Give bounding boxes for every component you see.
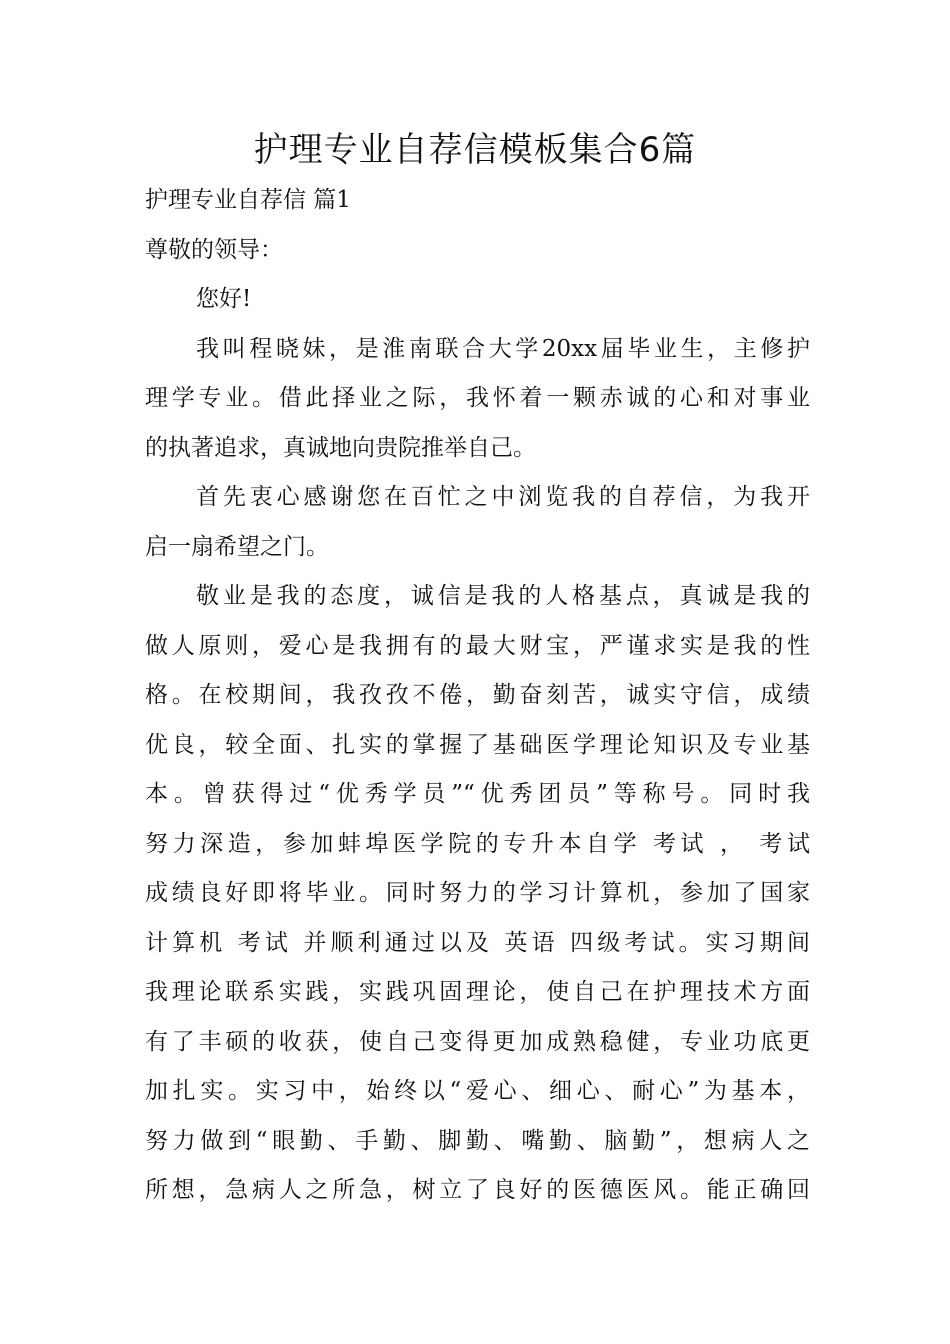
greeting: 您好! — [196, 286, 252, 312]
body-line-3: 的执著追求，真诚地向贵院推举自己。 — [145, 435, 536, 461]
body-line-13: 计算机 考试 并顺利通过以及 英语 四级考试。实习期间 — [145, 930, 810, 956]
body-line-4: 首先衷心感谢您在百忙之中浏览我的自荐信，为我开 — [196, 484, 810, 510]
body-line-7: 做人原则，爱心是我拥有的最大财宝，严谨求实是我的性 — [145, 633, 810, 659]
body-line-12: 成绩良好即将毕业。同时努力的学习计算机，参加了国家 — [145, 880, 810, 906]
document-title: 护理专业自荐信模板集合6篇 — [253, 130, 697, 170]
body-line-9: 优良，较全面、扎实的掌握了基础医学理论知识及专业基 — [145, 732, 810, 758]
salutation: 尊敬的领导： — [145, 237, 283, 263]
body-line-6: 敬业是我的态度，诚信是我的人格基点，真诚是我的 — [196, 583, 810, 609]
body-line-14: 我理论联系实践，实践巩固理论，使自己在护理技术方面 — [145, 979, 810, 1005]
body-line-10: 本。曾获得过“优秀学员”“优秀团员”等称号。同时我 — [145, 781, 810, 807]
body-line-11: 努力深造，参加蚌埠医学院的专升本自学 考试 ， 考试 — [145, 831, 810, 857]
body-line-5: 启一扇希望之门。 — [145, 534, 329, 560]
section-heading: 护理专业自荐信 篇1 — [145, 187, 351, 213]
body-line-8: 格。在校期间，我孜孜不倦，勤奋刻苦，诚实守信，成绩 — [145, 682, 810, 708]
body-line-15: 有了丰硕的收获，使自己变得更加成熟稳健，专业功底更 — [145, 1029, 810, 1055]
body-line-17: 努力做到“眼勤、手勤、脚勤、嘴勤、脑勤”，想病人之 — [145, 1128, 810, 1154]
body-line-16: 加扎实。实习中，始终以“爱心、细心、耐心”为基本， — [145, 1078, 810, 1104]
body-line-18: 所想，急病人之所急，树立了良好的医德医风。能正确回 — [145, 1177, 810, 1203]
body-line-2: 理学专业。借此择业之际，我怀着一颗赤诚的心和对事业 — [145, 385, 810, 411]
body-line-1: 我叫程晓妹，是淮南联合大学20xx届毕业生，主修护 — [196, 336, 810, 362]
